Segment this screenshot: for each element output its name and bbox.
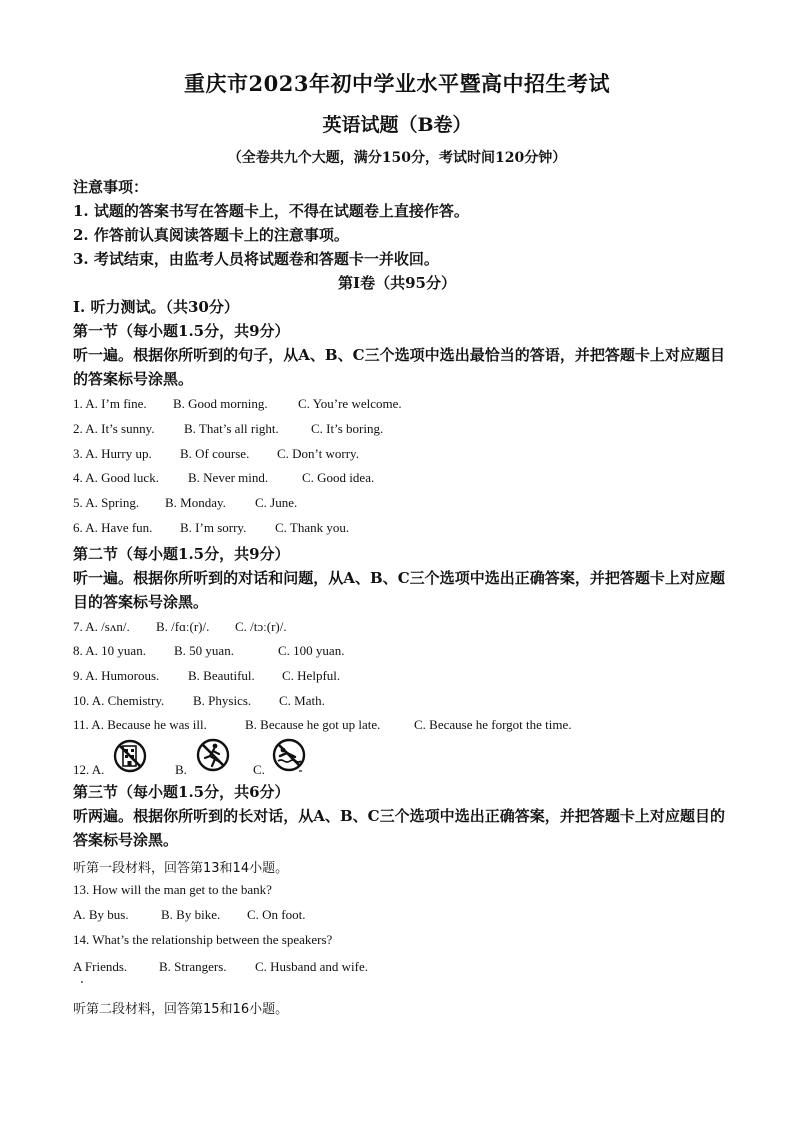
question-row [73,495,297,511]
no-running-sign-icon [196,737,230,773]
option-c: C. June. [255,495,298,510]
question-row [73,396,402,412]
question-row [73,643,344,659]
material-1-note: 听第一段材料，回答第13和14小题。 [73,861,289,876]
speck-mark [81,981,83,983]
option-a: 7. A. /sʌn/. [73,619,130,634]
option-a: 1. A. I’m fine. [73,396,147,411]
option-c: C. Husband and wife. [255,959,369,974]
option-b: B. That’s all right. [184,421,279,436]
option-a: 10. A. Chemistry. [73,693,165,708]
question-row [73,421,383,437]
exam-title: 重庆市2023年初中学业水平暨高中招生考试 [184,71,610,96]
material-2-note: 听第二段材料，回答第15和16小题。 [73,1002,289,1017]
option-c: C. Helpful. [282,668,341,683]
q12-option-b: B. [175,762,187,777]
option-b: B. Strangers. [159,959,227,974]
q13-stem: 13. How will the man get to the bank? [73,882,272,897]
part1-heading: Ⅰ. 听力测试。（共30分） [73,298,239,316]
option-c: C. On foot. [247,907,306,922]
notes-heading: 注意事项： [73,178,149,196]
option-a: 11. A. Because he was ill. [73,717,207,732]
option-a: 8. A. 10 yuan. [73,643,146,658]
option-a: 6. A. Have fun. [73,520,153,535]
option-b: B. Monday. [165,495,226,510]
question-row [73,959,368,975]
question-row [73,619,287,635]
option-c: C. Good idea. [302,470,375,485]
option-a: A Friends. [73,959,128,974]
question-row [73,470,374,486]
question-row [73,446,359,462]
exam-info: （全卷共九个大题，满分150分，考试时间120分钟） [227,150,567,166]
option-b: B. I’m sorry. [180,520,247,535]
section1-instruction: 听一遍。根据你所听到的句子，从A、B、C三个选项中选出最恰当的答语，并把答题卡上对应题目的答案标号涂黑。 [73,346,725,388]
option-b: B. /fɑː(r)/. [156,619,210,634]
section1-heading: 第一节（每小题1.5分，共9分） [73,322,290,340]
option-a: 5. A. Spring. [73,495,140,510]
section2-heading: 第二节（每小题1.5分，共9分） [73,545,290,563]
exam-subtitle: 英语试题（B卷） [322,114,472,136]
option-c: C. Because he forgot the time. [414,717,572,732]
no-swimming-sign-icon [271,737,307,775]
option-b: B. Physics. [193,693,252,708]
note-item: 2. 作答前认真阅读答题卡上的注意事项。 [73,226,349,244]
option-b: B. Never mind. [188,470,269,485]
option-c: C. You’re welcome. [298,396,402,411]
q12-option-c: C. [253,762,265,777]
option-b: B. Of course. [180,446,250,461]
q14-stem: 14. What’s the relationship between the speakers? [73,932,333,947]
option-c: C. Thank you. [275,520,350,535]
section3-instruction: 听两遍。根据你所听到的长对话，从A、B、C三个选项中选出正确答案，并把答题卡上对应题目的答案标号涂黑。 [73,807,725,849]
option-b: B. 50 yuan. [174,643,234,658]
question-row [73,693,325,709]
question-row [73,520,349,536]
question-row [73,907,306,923]
option-a: 2. A. It’s sunny. [73,421,155,436]
option-b: B. By bike. [161,907,221,922]
question-row [73,717,572,733]
no-building-sign-icon [113,738,147,774]
option-a: 9. A. Humorous. [73,668,160,683]
volume-heading: 第Ⅰ卷（共95分） [338,274,456,292]
question-row [73,668,340,684]
option-c: C. Math. [279,693,325,708]
option-a: 4. A. Good luck. [73,470,159,485]
note-item: 3. 考试结束，由监考人员将试题卷和答题卡一并收回。 [73,250,439,268]
option-c: C. It’s boring. [311,421,384,436]
option-c: C. /tɔː(r)/. [235,619,287,634]
option-b: B. Because he got up late. [245,717,381,732]
option-a: A. By bus. [73,907,129,922]
option-b: B. Beautiful. [188,668,255,683]
option-c: C. Don’t worry. [277,446,359,461]
option-b: B. Good morning. [173,396,268,411]
option-c: C. 100 yuan. [278,643,345,658]
q12-option-a: 12. A. [73,762,105,777]
note-item: 1. 试题的答案书写在答题卡上，不得在试题卷上直接作答。 [73,202,469,220]
option-a: 3. A. Hurry up. [73,446,152,461]
section3-heading: 第三节（每小题1.5分，共6分） [73,783,290,801]
section2-instruction: 听一遍。根据你所听到的对话和问题，从A、B、C三个选项中选出正确答案，并把答题卡上对应题目的答案标号涂黑。 [73,569,725,611]
